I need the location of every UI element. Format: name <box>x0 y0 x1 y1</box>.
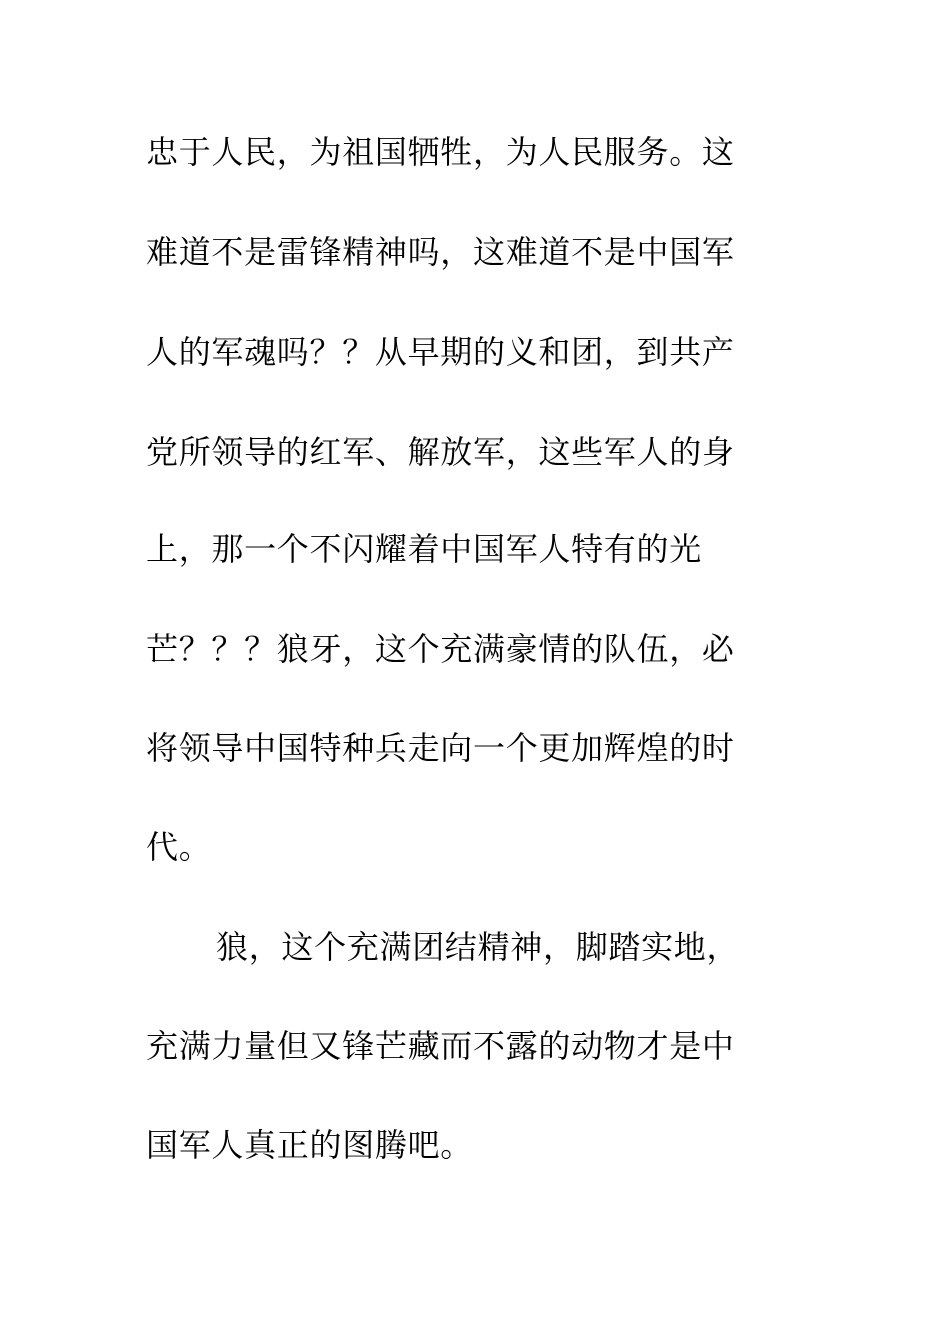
text-line-4: 党所领导的红军、解放军，这些军人的身 <box>146 433 735 471</box>
text-line-9: 狼，这个充满团结精神，脚踏实地， <box>216 928 740 966</box>
text-line-10: 充满力量但又锋芒藏而不露的动物才是中 <box>146 1027 735 1065</box>
text-line-7: 将领导中国特种兵走向一个更加辉煌的时 <box>146 729 735 767</box>
text-line-5: 上，那一个不闪耀着中国军人特有的光 <box>146 530 702 568</box>
text-line-2: 难道不是雷锋精神吗，这难道不是中国军 <box>146 233 735 271</box>
text-line-6: 芒？？？狼牙，这个充满豪情的队伍，必 <box>146 630 735 668</box>
text-line-3: 人的军魂吗？？从早期的义和团，到共产 <box>146 333 735 371</box>
text-line-1: 忠于人民，为祖国牺牲，为人民服务。这 <box>146 133 735 171</box>
text-line-8: 代。 <box>146 828 212 866</box>
text-line-11: 国军人真正的图腾吧。 <box>146 1126 474 1164</box>
